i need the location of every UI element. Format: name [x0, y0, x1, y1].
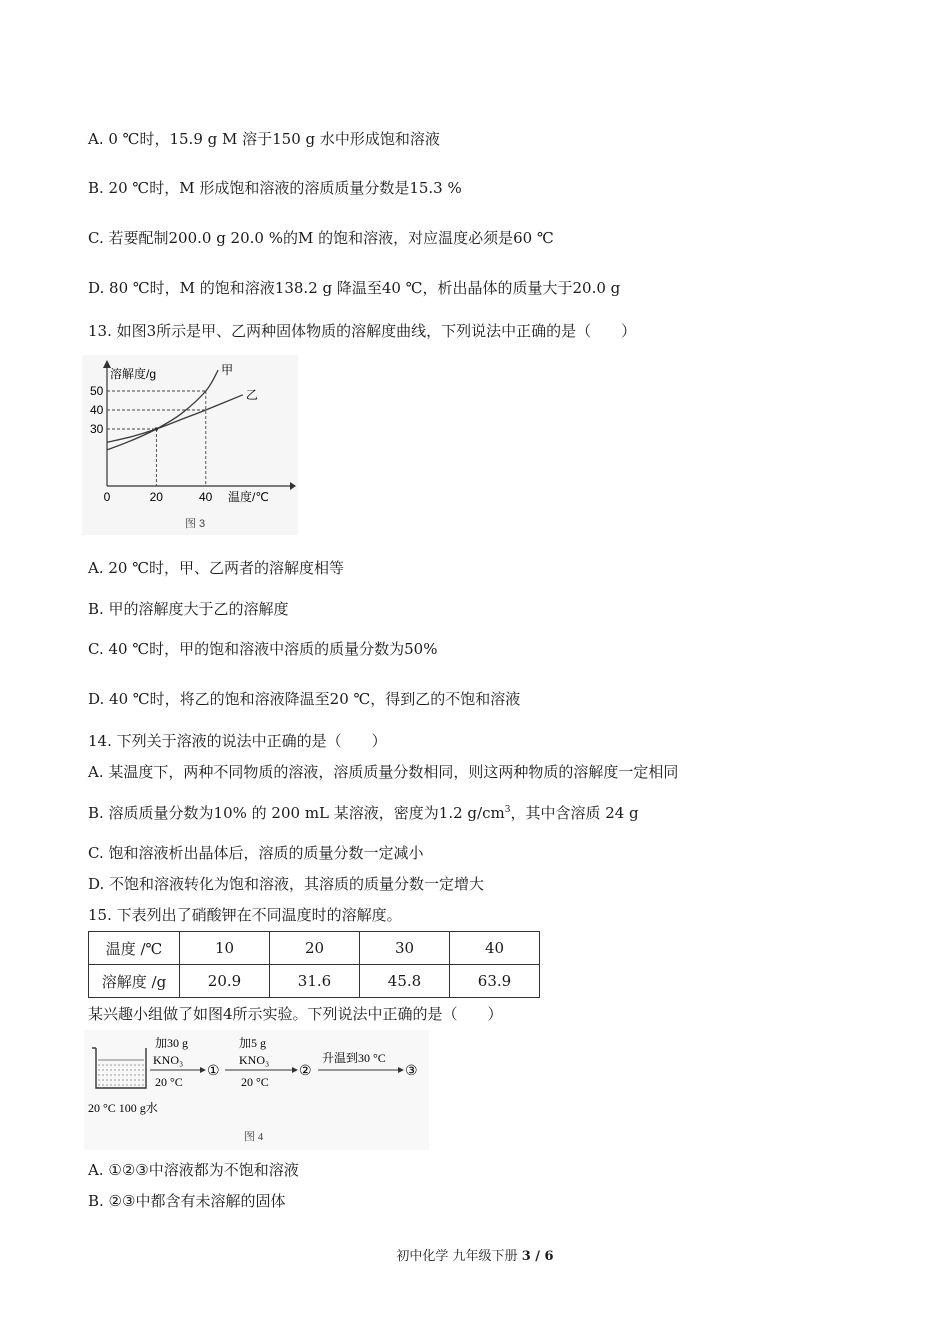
- q13-option-d: D. 40 ℃时，将乙的饱和溶液降温至20 ℃，得到乙的不饱和溶液: [88, 690, 521, 708]
- table-cell: 20: [270, 932, 360, 965]
- experiment-svg: [84, 1030, 429, 1150]
- q12-option-b: B. 20 ℃时，M 形成饱和溶液的溶质质量分数是15.3 %: [88, 179, 462, 197]
- q14-stem: 14. 下列关于溶液的说法中正确的是（ ）: [88, 732, 387, 750]
- x-axis-label: 温度/℃: [228, 490, 269, 504]
- q13-stem: 13. 如图3所示是甲、乙两种固体物质的溶解度曲线，下列说法中正确的是（ ）: [88, 322, 637, 340]
- chart-svg: [82, 355, 298, 535]
- figure-caption: 图 4: [244, 1131, 264, 1143]
- q14-option-b-suffix: ，其中含溶质 24 g: [510, 804, 639, 822]
- table-row: [89, 932, 540, 965]
- table-cell: 31.6: [270, 965, 360, 998]
- page-number: 3 / 6: [521, 1249, 554, 1264]
- step3-heat-label: 升温到30 °C: [322, 1051, 386, 1065]
- intersection-point: [155, 427, 159, 431]
- q14-option-c: C. 饱和溶液析出晶体后，溶质的质量分数一定减小: [88, 844, 424, 862]
- table-cell: 30: [360, 932, 450, 965]
- y-tick-label: 30: [90, 422, 104, 436]
- state-3-label: ③: [405, 1064, 418, 1079]
- table-cell: 63.9: [450, 965, 540, 998]
- beaker-label: 20 °C 100 g水: [88, 1101, 158, 1115]
- table-row-header: 溶解度 /g: [89, 965, 180, 998]
- q15-stem: 15. 下表列出了硝酸钾在不同温度时的溶解度。: [88, 906, 402, 924]
- step1-add-label: 加30 g: [155, 1036, 189, 1050]
- state-2-label: ②: [299, 1064, 312, 1079]
- step2-add-label: 加5 g: [239, 1036, 267, 1050]
- q12-option-d: D. 80 ℃时，M 的饱和溶液138.2 g 降温至40 ℃，析出晶体的质量大于20.0 g: [88, 279, 621, 297]
- footer-text: 初中化学 九年级下册: [396, 1249, 522, 1264]
- q15-stem-2: 某兴趣小组做了如图4所示实验。下列说法中正确的是（ ）: [88, 1005, 503, 1023]
- superscript-exponent: 3: [504, 805, 511, 815]
- x-tick-label: 40: [199, 490, 213, 504]
- y-tick-label: 40: [90, 403, 104, 417]
- series-label: 乙: [245, 387, 258, 402]
- q14-option-b: [88, 803, 639, 823]
- q14-option-a: A. 某温度下，两种不同物质的溶液，溶质质量分数相同，则这两种物质的溶解度一定相同: [88, 763, 679, 781]
- y-tick-label: 50: [90, 384, 104, 398]
- table-cell: 10: [180, 932, 270, 965]
- figure-4-experiment: [84, 1030, 429, 1150]
- q13-option-a: A. 20 ℃时，甲、乙两者的溶解度相等: [88, 559, 345, 577]
- table-row: [89, 965, 540, 998]
- figure-3-solubility-chart: [82, 355, 298, 535]
- table-cell: 45.8: [360, 965, 450, 998]
- q15-option-a: A. ①②③中溶液都为不饱和溶液: [88, 1161, 299, 1179]
- table-row-header: 温度 /℃: [89, 932, 180, 965]
- page-footer: [0, 1248, 950, 1266]
- series-label: 甲: [221, 363, 234, 378]
- x-tick-label: 20: [149, 490, 163, 504]
- solubility-table: [88, 931, 540, 998]
- state-1-label: ①: [207, 1064, 220, 1079]
- y-axis-label: 溶解度/g: [110, 367, 157, 381]
- table-cell: 20.9: [180, 965, 270, 998]
- q14-option-b-text: B. 溶质质量分数为10% 的 200 mL 某溶液，密度为1.2 g/cm: [88, 804, 505, 822]
- figure-caption: 图 3: [185, 518, 206, 530]
- step2-reagent-label: KNO₃: [239, 1053, 270, 1067]
- table-cell: 40: [450, 932, 540, 965]
- q13-option-c: C. 40 ℃时，甲的饱和溶液中溶质的质量分数为50%: [88, 640, 438, 658]
- figure-background: [82, 355, 298, 535]
- q15-option-b: B. ②③中都含有未溶解的固体: [88, 1192, 286, 1210]
- step1-reagent-label: KNO₃: [153, 1053, 184, 1067]
- q12-option-c: C. 若要配制200.0 g 20.0 %的M 的饱和溶液，对应温度必须是60 ℃: [88, 229, 554, 247]
- step2-temp-label: 20 °C: [241, 1075, 269, 1089]
- q14-option-d: D. 不饱和溶液转化为饱和溶液，其溶质的质量分数一定增大: [88, 875, 485, 893]
- x-tick-label: 0: [103, 490, 111, 504]
- step1-temp-label: 20 °C: [155, 1075, 183, 1089]
- q13-option-b: B. 甲的溶解度大于乙的溶解度: [88, 600, 289, 618]
- q12-option-a: A. 0 ℃时，15.9 g M 溶于150 g 水中形成饱和溶液: [88, 130, 440, 148]
